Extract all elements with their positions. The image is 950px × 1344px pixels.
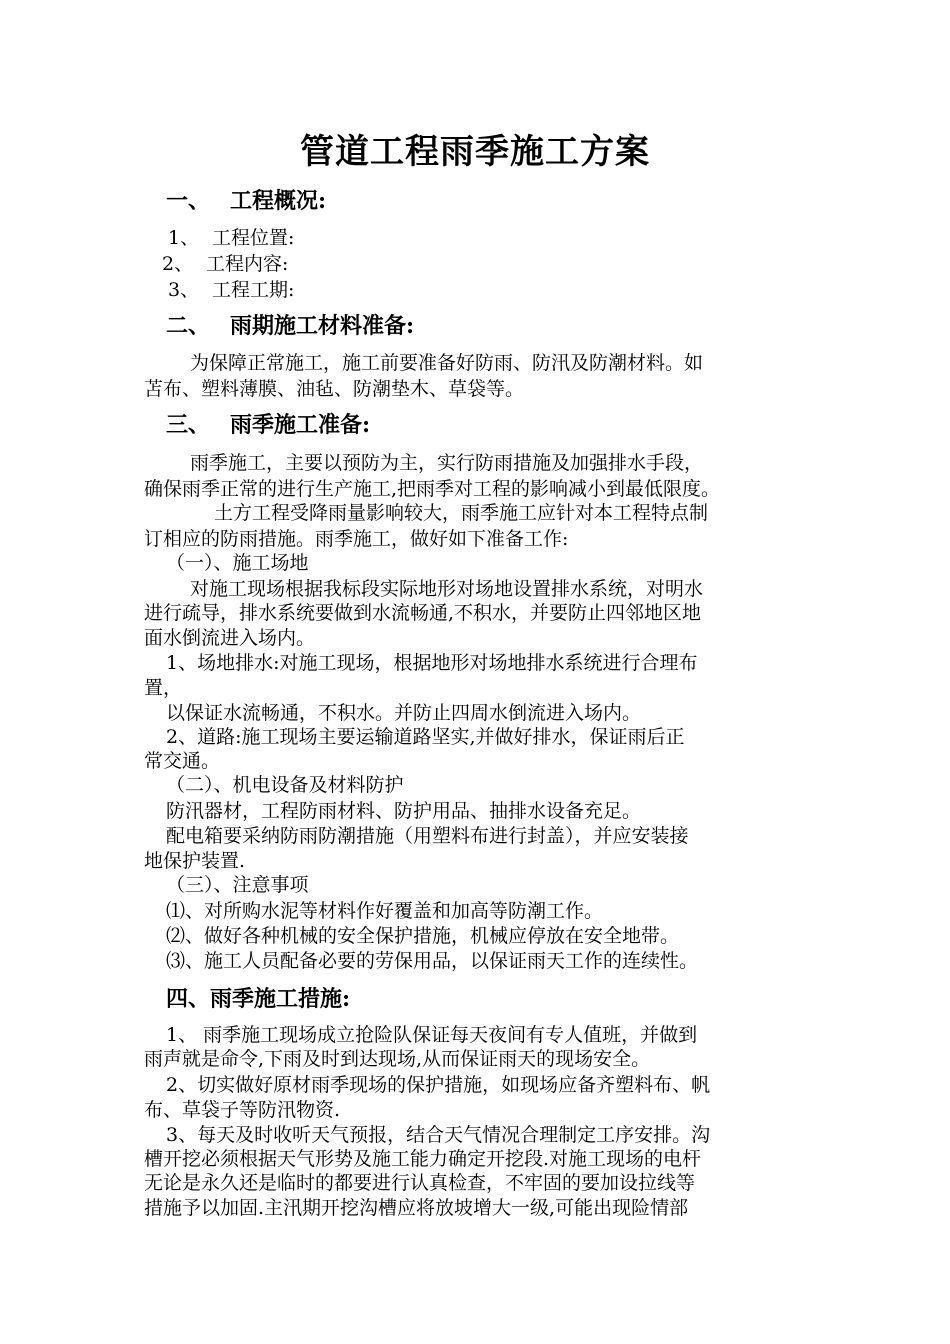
section-4-label: 四、雨季施工措施: bbox=[166, 986, 351, 1012]
list-item: 1、 工程位置: bbox=[168, 227, 295, 249]
paragraph-line: 防汛器材，工程防雨材料、防护用品、抽排水设备充足。 bbox=[166, 800, 642, 822]
paragraph-line: 苫布、塑料薄膜、油毡、防潮垫木、草袋等。 bbox=[144, 378, 525, 400]
paragraph-line: ⑵、做好各种机械的安全保护措施，机械应停放在安全地带。 bbox=[166, 925, 680, 947]
subheading: （二）、机电设备及材料防护 bbox=[166, 774, 404, 796]
subheading: （三）、注意事项 bbox=[166, 874, 309, 896]
paragraph-line: 无论是永久还是临时的都要进行认真检查，不牢固的要加设拉线等 bbox=[144, 1172, 696, 1194]
paragraph-line: 雨季施工，主要以预防为主，实行防雨措施及加强排水手段， bbox=[190, 452, 704, 474]
paragraph-line: 雨声就是命令,下雨及时到达现场,从而保证雨天的现场安全。 bbox=[144, 1048, 651, 1070]
paragraph-line: 1、 雨季施工现场成立抢险队保证每天夜间有专人值班，并做到 bbox=[166, 1024, 698, 1046]
paragraph-line: 2、道路:施工现场主要运输道路坚实,并做好排水，保证雨后正 bbox=[166, 726, 685, 748]
paragraph-line: 槽开挖必须根据天气形势及施工能力确定开挖段.对施工现场的电杆 bbox=[144, 1148, 702, 1170]
section-2-heading bbox=[166, 311, 414, 341]
section-3-heading bbox=[166, 410, 370, 440]
paragraph-line: 布、草袋子等防汛物资. bbox=[144, 1099, 341, 1121]
paragraph-line: 2、切实做好原材雨季现场的保护措施，如现场应备齐塑料布、帆 bbox=[166, 1074, 711, 1096]
paragraph-line: 为保障正常施工，施工前要准备好防雨、防汛及防潮材料。如 bbox=[190, 352, 704, 374]
paragraph-line: ⑶、施工人员配备必要的劳保用品，以保证雨天工作的连续性。 bbox=[166, 950, 699, 972]
subheading: （一）、施工场地 bbox=[166, 552, 309, 574]
paragraph-line: 置， bbox=[144, 677, 183, 699]
paragraph-line: 面水倒流进入场内。 bbox=[144, 627, 316, 649]
paragraph-line: ⑴、对所购水泥等材料作好覆盖和加高等防潮工作。 bbox=[166, 900, 604, 922]
paragraph-line: 常交通。 bbox=[144, 750, 221, 772]
paragraph-line: 配电箱要采纳防雨防潮措施（用塑料布进行封盖），并应安装接 bbox=[166, 825, 689, 847]
section-3-number: 三、 bbox=[166, 412, 211, 438]
section-3-label: 雨季施工准备: bbox=[230, 412, 371, 438]
section-2-label: 雨期施工材料准备: bbox=[230, 313, 415, 339]
paragraph-line: 对施工现场根据我标段实际地形对场地设置排水系统，对明水 bbox=[190, 578, 704, 600]
paragraph-line: 确保雨季正常的进行生产施工,把雨季对工程的影响减小到最低限度。 bbox=[144, 478, 721, 500]
section-4-heading bbox=[166, 984, 350, 1014]
paragraph-line: 以保证水流畅通，不积水。并防止四周水倒流进入场内。 bbox=[166, 702, 642, 724]
paragraph-line: 措施予以加固.主汛期开挖沟槽应将放坡增大一级,可能出现险情部 bbox=[144, 1197, 689, 1219]
paragraph-line: 订相应的防雨措施。雨季施工，做好如下准备工作: bbox=[144, 528, 569, 550]
paragraph-line: 进行疏导，排水系统要做到水流畅通,不积水，并要防止四邻地区地 bbox=[144, 602, 702, 624]
section-1-label: 工程概况: bbox=[230, 188, 327, 214]
paragraph-line: 地保护装置. bbox=[144, 850, 246, 872]
paragraph-line: 1、场地排水:对施工现场，根据地形对场地排水系统进行合理布 bbox=[166, 652, 698, 674]
list-item: 3、 工程工期: bbox=[168, 279, 295, 301]
section-1-number: 一、 bbox=[166, 188, 211, 214]
document-title: 管道工程雨季施工方案 bbox=[300, 132, 650, 172]
paragraph-line: 土方工程受降雨量影响较大，雨季施工应针对本工程特点制 bbox=[214, 502, 709, 524]
list-item: 2、 工程内容: bbox=[162, 253, 289, 275]
paragraph-line: 3、每天及时收听天气预报，结合天气情况合理制定工序安排。沟 bbox=[166, 1124, 711, 1146]
section-2-number: 二、 bbox=[166, 313, 211, 339]
section-1-heading bbox=[166, 186, 326, 216]
